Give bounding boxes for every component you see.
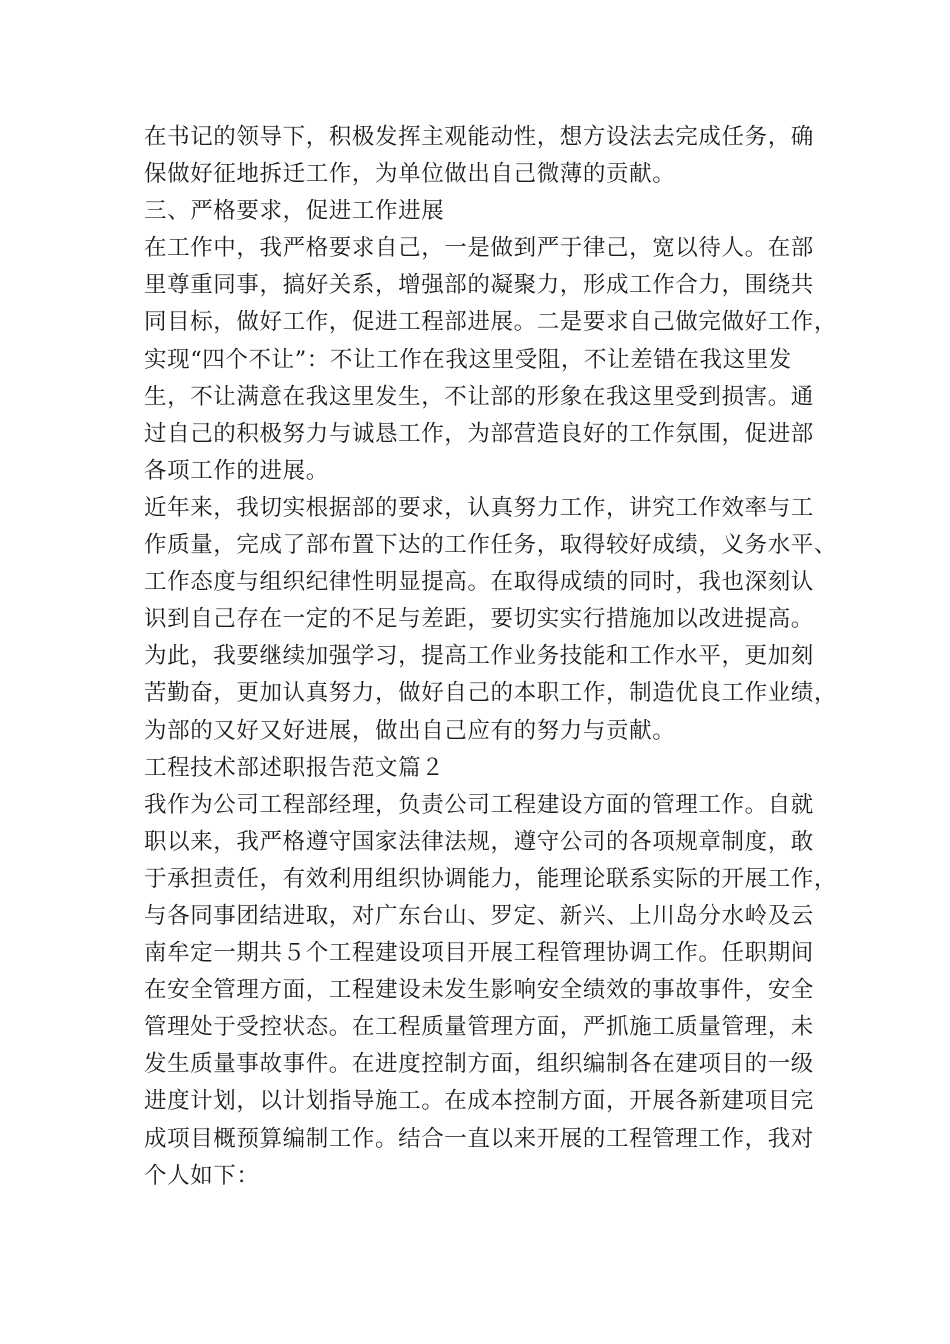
text-line: 进度计划，以计划指导施工。在成本控制方面，开展各新建项目完	[144, 1088, 814, 1115]
document-body	[144, 119, 844, 1195]
section-heading: 三、严格要求，促进工作进展	[144, 198, 445, 225]
text-line: 保做好征地拆迁工作，为单位做出自己微薄的贡献。	[144, 161, 676, 188]
text-line: 在书记的领导下，积极发挥主观能动性，想方设法去完成任务，确	[144, 124, 814, 150]
text-line: 识到自己存在一定的不足与差距，要切实实行措施加以改进提高。	[144, 606, 814, 633]
text-line: 为部的又好又好进展，做出自己应有的努力与贡献。	[144, 717, 676, 744]
text-line: 实现“四个不让”：不让工作在我这里受阻，不让差错在我这里发	[144, 346, 792, 373]
text-line: 工作态度与组织纪律性明显提高。在取得成绩的同时，我也深刻认	[144, 569, 814, 596]
text-line: 为此，我要继续加强学习，提高工作业务技能和工作水平，更加刻	[144, 643, 814, 670]
text-line: 职以来，我严格遵守国家法律法规，遵守公司的各项规章制度，敢	[144, 828, 814, 855]
text-line: 生，不让满意在我这里发生，不让部的形象在我这里受到损害。通	[144, 383, 814, 410]
text-line: 苦勤奋，更加认真努力，做好自己的本职工作，制造优良工作业绩，	[144, 680, 838, 707]
text-line: 在工作中，我严格要求自己，一是做到严于律己，宽以待人。在部	[144, 235, 814, 262]
text-line: 同目标，做好工作，促进工程部进展。二是要求自己做完做好工作，	[144, 309, 838, 336]
text-line: 在安全管理方面，工程建设未发生影响安全绩效的事故事件，安全	[144, 977, 814, 1004]
text-line: 作质量，完成了部布置下达的工作任务，取得较好成绩，义务水平、	[144, 532, 838, 559]
text-line: 过自己的积极努力与诚恳工作，为部营造良好的工作氛围，促进部	[144, 420, 814, 447]
text-line: 近年来，我切实根据部的要求，认真努力工作，讲究工作效率与工	[144, 494, 814, 521]
text-line: 个人如下：	[144, 1162, 260, 1189]
text-line: 我作为公司工程部经理，负责公司工程建设方面的管理工作。自就	[144, 791, 814, 818]
text-line: 里尊重同事，搞好关系，增强部的凝聚力，形成工作合力，围绕共	[144, 272, 814, 299]
text-line: 于承担责任，有效利用组织协调能力，能理论联系实际的开展工作，	[144, 865, 838, 892]
text-line: 与各同事团结进取，对广东台山、罗定、新兴、上川岛分水岭及云	[144, 902, 814, 929]
text-line: 南牟定一期共５个工程建设项目开展工程管理协调工作。任职期间	[144, 940, 814, 967]
text-line: 管理处于受控状态。在工程质量管理方面，严抓施工质量管理，未	[144, 1014, 814, 1041]
article-title: 工程技术部述职报告范文篇２	[144, 754, 445, 781]
text-line: 发生质量事故事件。在进度控制方面，组织编制各在建项目的一级	[144, 1051, 814, 1078]
text-line: 各项工作的进展。	[144, 457, 329, 484]
text-line: 成项目概预算编制工作。结合一直以来开展的工程管理工作，我对	[144, 1125, 814, 1152]
